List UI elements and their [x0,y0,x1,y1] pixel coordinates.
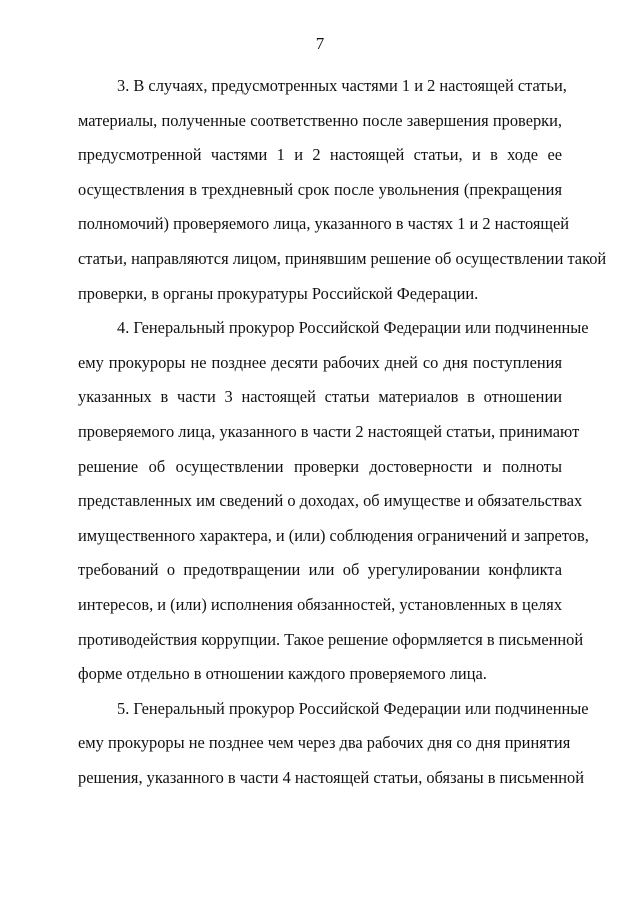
text-line: ему прокуроры не позднее десяти рабочих дней со дня поступления [78,352,562,372]
text-line: 4. Генеральный прокурор Российской Федерации или подчиненные [117,318,589,338]
paragraph [78,69,607,311]
text-line: проверяемого лица, указанного в части 2 настоящей статьи, принимают [78,421,580,441]
text-line: представленных им сведений о доходах, об имуществе и обязательствах [78,491,583,511]
paragraph [78,692,589,796]
text-line: интересов, и (или) исполнения обязанностей, установленных в целях [78,594,563,614]
page-number: 7 [315,34,325,53]
text-line: имущественного характера, и (или) соблюдения ограничений и запретов, [78,525,589,545]
document-body [78,69,607,795]
text-line: форме отдельно в отношении каждого проверяемого лица. [78,664,487,684]
paragraph [78,311,589,692]
text-line: 3. В случаях, предусмотренных частями 1 и 2 настоящей статьи, [117,76,567,95]
text-line: статьи, направляются лицом, принявшим решение об осуществлении такой [78,248,607,268]
text-line: предусмотренной частями 1 и 2 настоящей статьи, и в ходе ее [78,145,562,165]
text-line: материалы, полученные соответственно после завершения проверки, [78,110,562,130]
text-line: указанных в части 3 настоящей статьи материалов в отношении [78,387,562,407]
text-line: осуществления в трехдневный срок после увольнения (прекращения [78,179,562,199]
text-line: проверки, в органы прокуратуры Российской Федерации. [78,283,479,303]
text-line: 5. Генеральный прокурор Российской Федерации или подчиненные [117,698,589,718]
text-line: решение об осуществлении проверки достоверности и полноты [78,456,562,476]
text-line: ему прокуроры не позднее чем через два рабочих дня со дня принятия [78,733,571,753]
text-line: полномочий) проверяемого лица, указанного в частях 1 и 2 настоящей [78,214,570,234]
text-line: решения, указанного в части 4 настоящей статьи, обязаны в письменной [78,767,585,787]
text-line: требований о предотвращении или об урегулировании конфликта [78,560,562,580]
text-line: противодействия коррупции. Такое решение оформляется в письменной [78,629,584,649]
